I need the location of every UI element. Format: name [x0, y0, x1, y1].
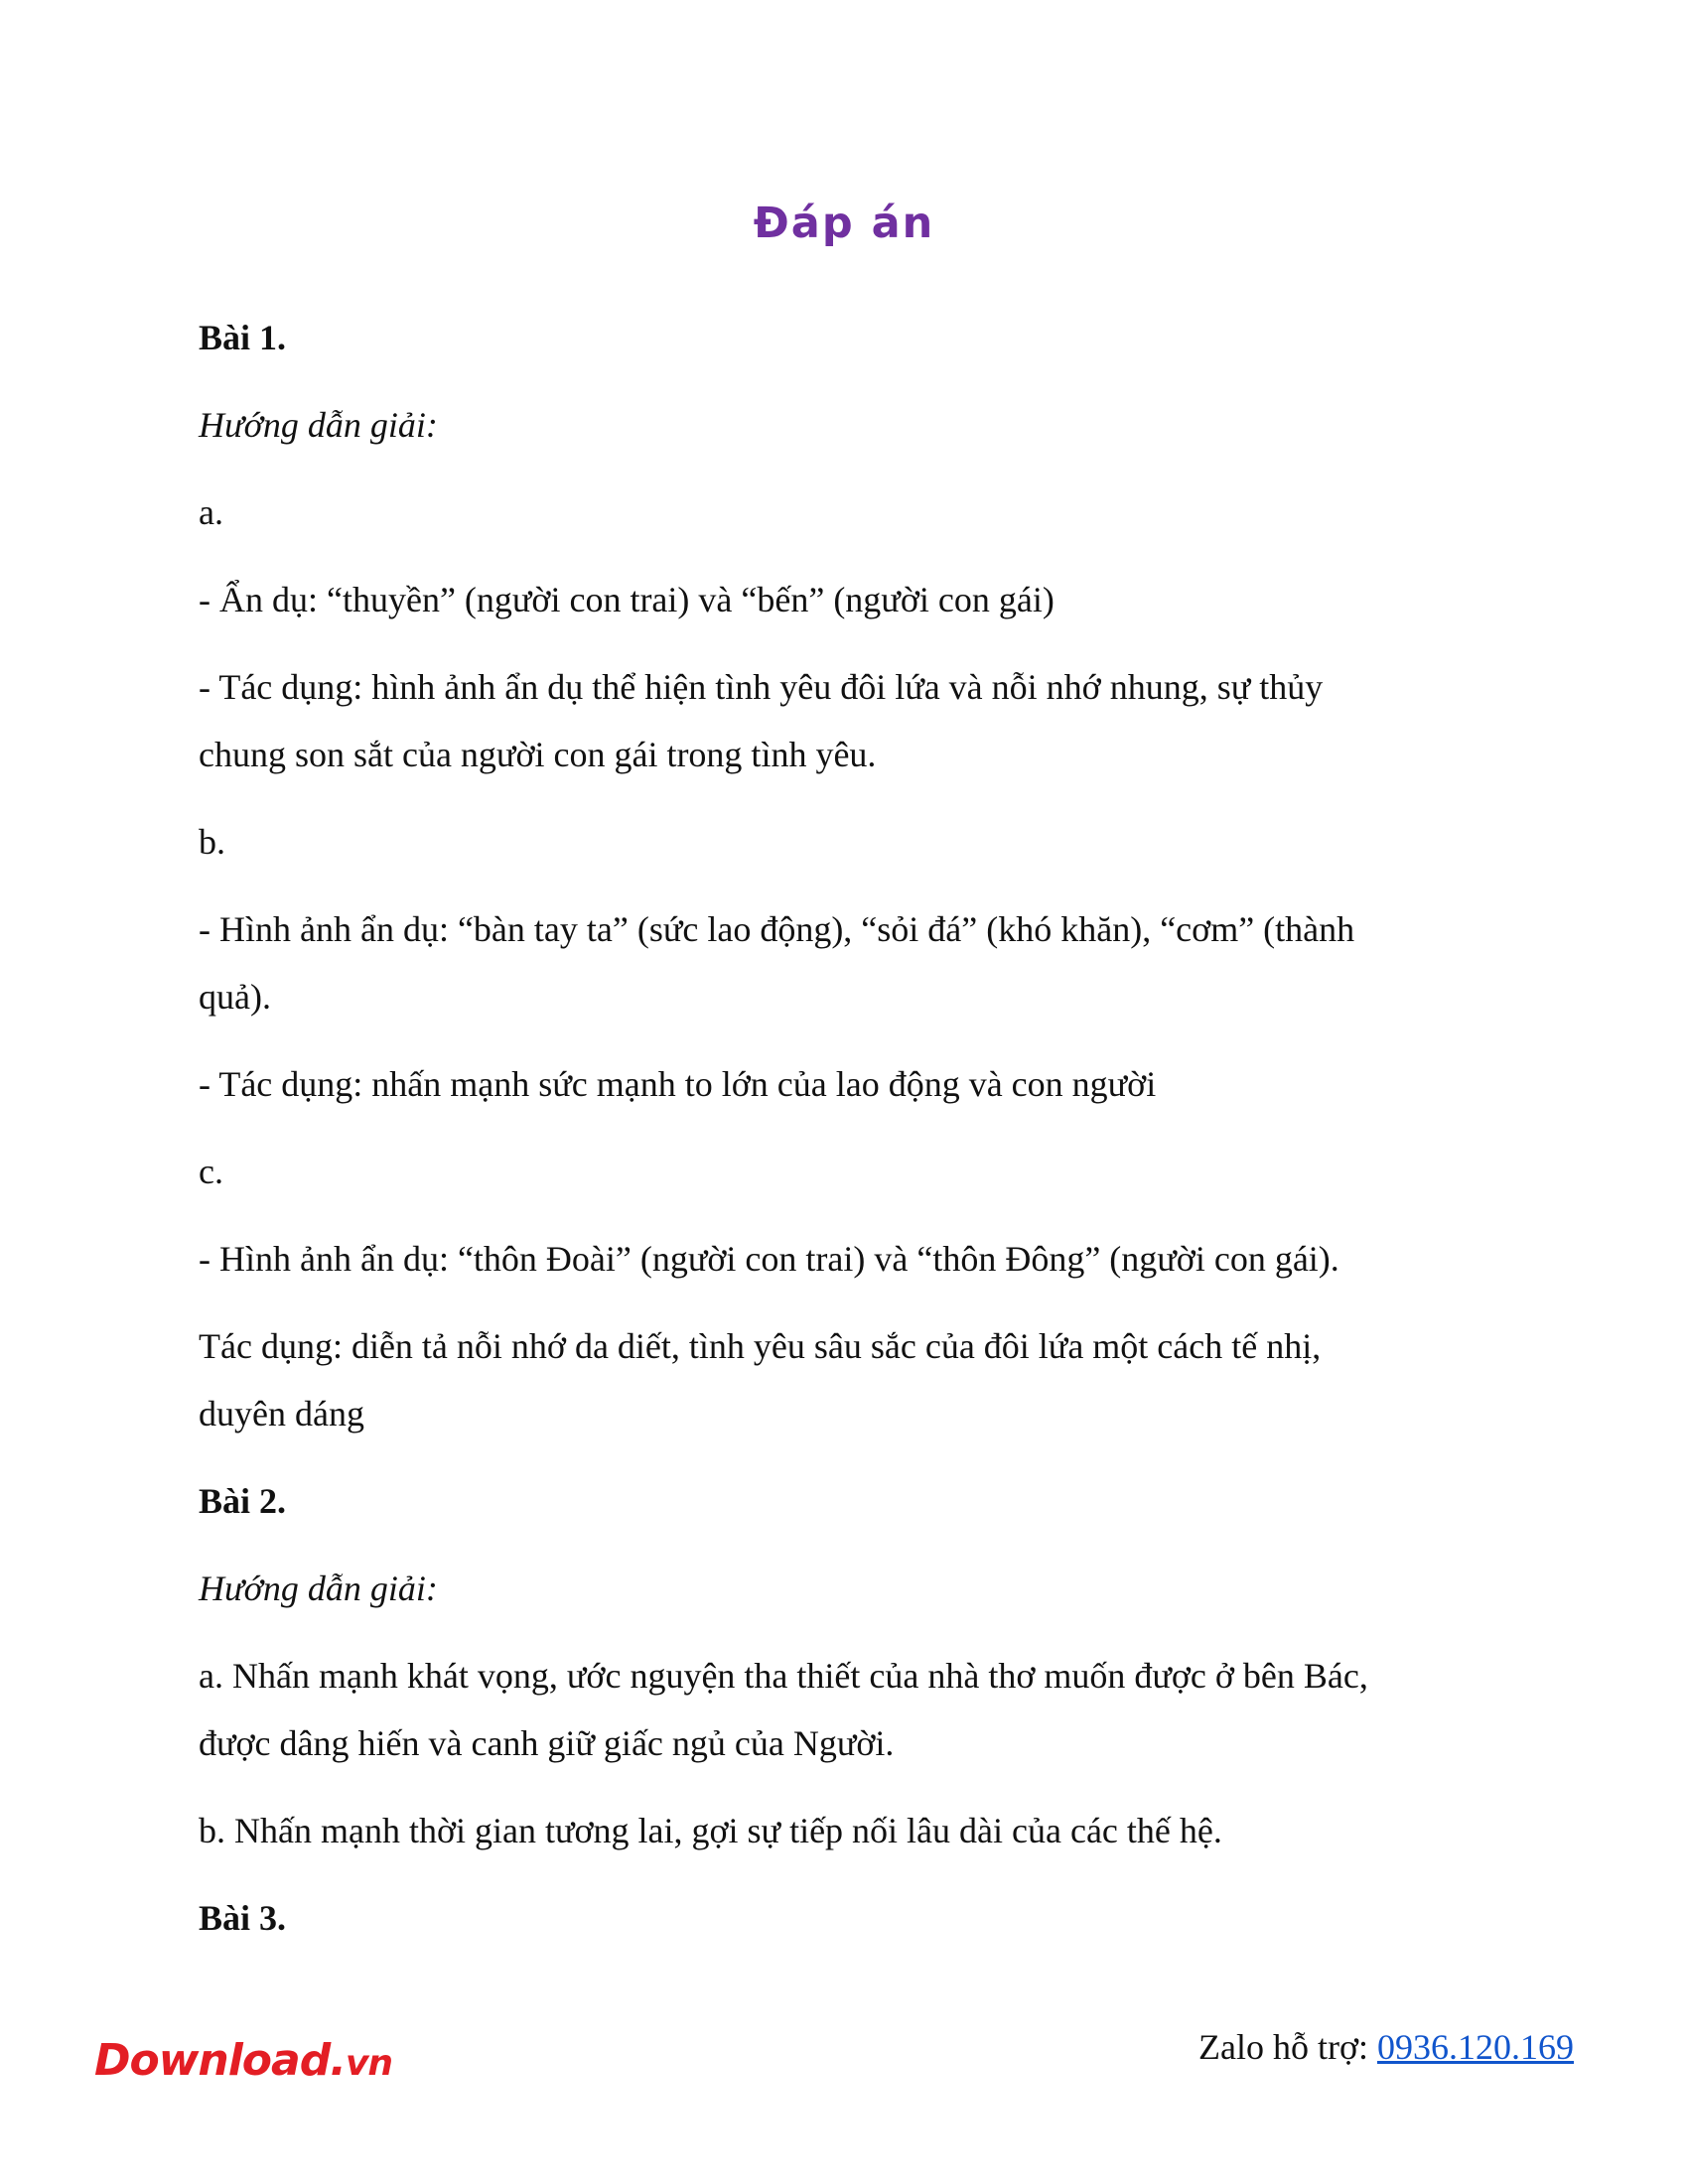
solution-guide-label-2: Hướng dẫn giải:: [199, 1569, 438, 1608]
answer-line: a. Nhấn mạnh khát vọng, ước nguyện tha thiết của nhà thơ muốn được ở bên Bác,: [199, 1656, 1368, 1696]
answer-line: b.: [199, 822, 225, 862]
download-vn-logo[interactable]: [94, 2035, 392, 2086]
answer-line: chung son sắt của người con gái trong tình yêu.: [199, 735, 877, 774]
answer-line: quả).: [199, 977, 271, 1017]
document-page: [199, 0, 1489, 2184]
answer-line: - Ẩn dụ: “thuyền” (người con trai) và “bến” (người con gái): [199, 580, 1055, 619]
answer-line: b. Nhấn mạnh thời gian tương lai, gợi sự tiếp nối lâu dài của các thế hệ.: [199, 1811, 1222, 1850]
answer-line: c.: [199, 1152, 223, 1191]
answer-line: Tác dụng: diễn tả nỗi nhớ da diết, tình yêu sâu sắc của đôi lứa một cách tế nhị,: [199, 1326, 1322, 1366]
zalo-support: [1198, 2025, 1574, 2069]
zalo-support-label: Zalo hỗ trợ:: [1198, 2027, 1377, 2067]
answer-line: được dâng hiến và canh giữ giấc ngủ của Người.: [199, 1723, 895, 1763]
logo-dot: .: [330, 2035, 346, 2086]
answer-line: duyên dáng: [199, 1394, 364, 1433]
document-title: Đáp án: [753, 199, 935, 248]
logo-text: Download: [94, 2035, 331, 2086]
logo-tld: vn: [345, 2043, 393, 2084]
zalo-phone-link[interactable]: 0936.120.169: [1377, 2027, 1574, 2067]
answer-line: - Hình ảnh ẩn dụ: “bàn tay ta” (sức lao động), “sỏi đá” (khó khăn), “cơm” (thành: [199, 909, 1355, 949]
section-heading-1: Bài 1.: [199, 318, 287, 357]
answer-line: - Hình ảnh ẩn dụ: “thôn Đoài” (người con trai) và “thôn Đông” (người con gái).: [199, 1239, 1339, 1279]
solution-guide-label-1: Hướng dẫn giải:: [199, 405, 438, 445]
section-heading-2: Bài 2.: [199, 1481, 287, 1521]
answer-line: - Tác dụng: hình ảnh ẩn dụ thể hiện tình yêu đôi lứa và nỗi nhớ nhung, sự thủy: [199, 667, 1324, 707]
answer-line: a.: [199, 492, 223, 532]
answer-line: - Tác dụng: nhấn mạnh sức mạnh to lớn của lao động và con người: [199, 1064, 1157, 1104]
section-heading-3: Bài 3.: [199, 1898, 287, 1938]
